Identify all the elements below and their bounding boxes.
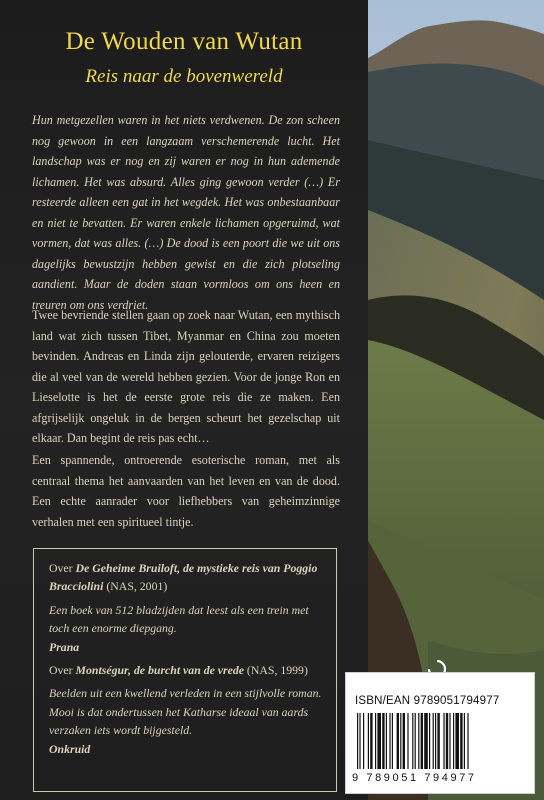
- book-title: De Wouden van Wutan: [65, 28, 303, 55]
- book-subtitle: Reis naar de bovenwereld: [85, 66, 283, 87]
- summary-paragraph: Twee bevriende stellen gaan op zoek naar Wutan, een mythisch land wat zich tussen Tibet, Myanmar en China zou moeten bevinden. Andreas en Linda zijn gelouterde, ervaren reizigers die al veel van de wereld hebben gezien. Voor de jonge Ron en Lieselotte is het de eerste grote reis die ze maken. Een afgrijselijk ongeluk in de bergen scheurt het gezelschap uit elkaar. Dan begint de reis pas echt…: [32, 308, 340, 445]
- review-book-info: (NAS, 2001): [103, 579, 168, 594]
- barcode-digits: 9 789051 794977: [352, 772, 477, 784]
- review-prefix: Over: [49, 663, 76, 678]
- review-quote: Beelden uit een kwellend verleden in een stijlvolle roman. Mooi is dat ondertussen het Katharse ideaal van aards verzaken iets wordt bijgesteld.: [49, 686, 322, 738]
- review-source: Prana: [49, 639, 80, 654]
- isbn-label: ISBN/EAN 9789051794977: [355, 695, 500, 707]
- excerpt-paragraph: Hun metgezellen waren in het niets verdwenen. De zon scheen nog gewoon in een langzaam verschemerende lucht. Het landschap was er nog en zij waren er nog in hun ademende lichamen. Het was absurd. Alles ging gewoon verder (…) Er resteerde alleen een gat in het wegdek. Het was onbestaanbaar en niet te bevatten. Er waren enkele lichamen opgeruimd, wat vormen, dat was alles. (…) De dood is een poort die we uit ons dagelijks bewustzijn hebben gewist en die zich plotseling aandient. Maar de doden staan vormloos om ons heen en treuren om ons verdriet.: [32, 113, 340, 312]
- review-prefix: Over: [49, 561, 76, 575]
- review-book-title: De Geheime Bruiloft, de mystieke reis van Poggio Bracciolini: [49, 561, 318, 594]
- review-quote: Een boek van 512 bladzijden dat leest als een trein met toch een enorme diepgang.: [49, 602, 309, 636]
- reviews-box: [33, 548, 337, 792]
- review-source: Onkruid: [49, 741, 91, 756]
- barcode-sticker: [345, 672, 535, 794]
- review-book-info: (NAS, 1999): [243, 663, 308, 678]
- review-heading: [49, 559, 322, 596]
- review-heading: [49, 661, 322, 679]
- barcode-icon: [355, 713, 527, 771]
- blurb-paragraph: Een spannende, ontroerende esoterische roman, met als centraal thema het aanvaarden van het leven en van de dood. Een echte aanrader voor liefhebbers van geheimzinnige verhalen met een spiritueel tintje.: [32, 453, 340, 529]
- review-book-title: Montségur, de burcht van de vrede: [75, 663, 244, 678]
